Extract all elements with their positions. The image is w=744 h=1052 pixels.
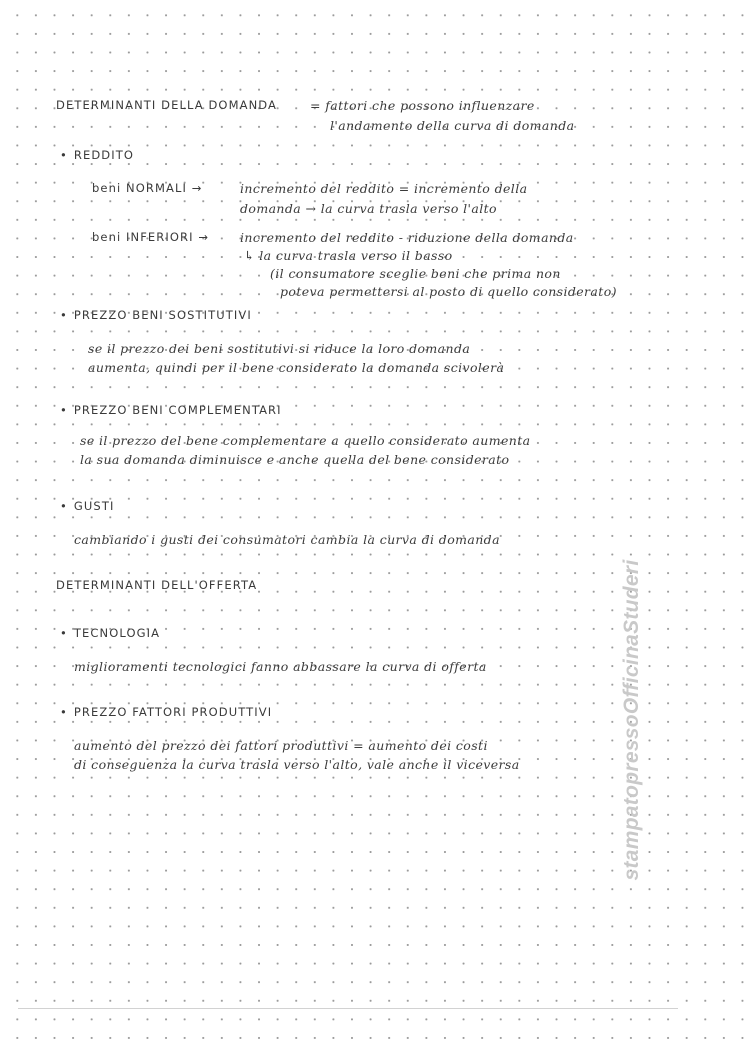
production-factors-title: • PREZZO FATTORI PRODUTTIVI [60, 707, 272, 719]
inferior-goods-line: incremento del reddito - riduzione della domanda [240, 230, 574, 245]
production-factors-line: di conseguenza la curva trasla verso l'alto, vale anche il viceversa [74, 757, 520, 772]
supply-determinants-heading: DETERMINANTI DELL'OFFERTA [56, 578, 258, 592]
print-shop-watermark: stampatopressoOfficinaStuderi [620, 559, 643, 881]
normal-goods-line: incremento del reddito = incremento della [240, 181, 528, 196]
complementary-goods-title: • PREZZO BENI COMPLEMENTARI [60, 405, 282, 417]
normal-goods-line: domanda → la curva trasla verso l'alto [240, 201, 497, 216]
inferior-goods-note: poteva permettersi al posto di quello considerato) [280, 284, 617, 299]
demand-definition-line: = fattori che possono influenzare [310, 98, 535, 113]
substitute-goods-line: se il prezzo dei beni sostitutivi si riduce la loro domanda [88, 341, 471, 356]
tastes-line: cambiando i gusti dei consumatori cambia la curva di domanda [74, 532, 500, 547]
technology-line: miglioramenti tecnologici fanno abbassare la curva di offerta [74, 659, 487, 674]
demand-definition-line: l'andamento della curva di domanda [330, 118, 575, 133]
complementary-goods-line: la sua domanda diminuisce e anche quella del bene considerato [80, 452, 510, 467]
inferior-goods-label: beni INFERIORI → [92, 230, 210, 244]
technology-title: • TECNOLOGIA [60, 628, 160, 640]
substitute-goods-line: aumenta, quindi per il bene considerato la domanda scivolerà [88, 360, 505, 375]
demand-determinants-heading: DETERMINANTI DELLA DOMANDA [56, 98, 278, 112]
inferior-goods-note: (il consumatore sceglie beni che prima non [270, 266, 561, 281]
normal-goods-label: beni NORMALI → [92, 181, 203, 195]
substitute-goods-title: • PREZZO BENI SOSTITUTIVI [60, 310, 252, 322]
inferior-goods-line: ↳ la curva trasla verso il basso [244, 248, 453, 263]
income-section-title: • REDDITO [60, 150, 134, 162]
tastes-title: • GUSTI [60, 501, 114, 513]
complementary-goods-line: se il prezzo del bene complementare a quello considerato aumenta [80, 433, 531, 448]
production-factors-line: aumento del prezzo dei fattori produttivi = aumento dei costi [74, 738, 488, 753]
page-bottom-rule [18, 1008, 678, 1009]
